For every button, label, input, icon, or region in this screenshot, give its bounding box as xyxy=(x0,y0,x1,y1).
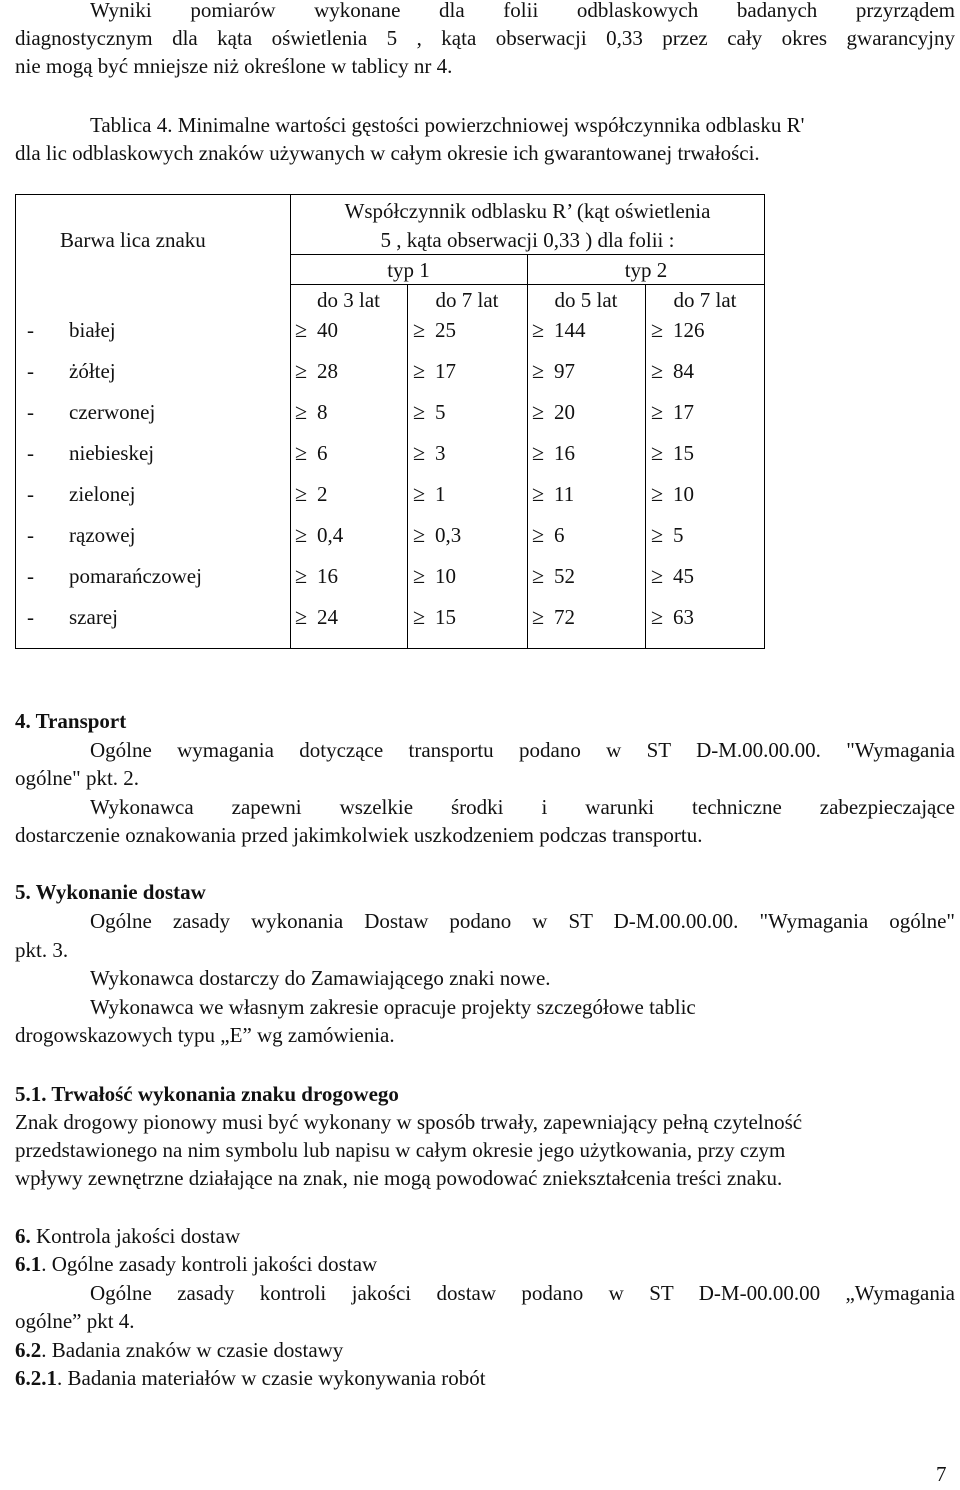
row-label-text: białej xyxy=(69,318,116,342)
cell-value: 20 xyxy=(554,400,575,424)
cell-value: 6 xyxy=(554,523,565,547)
cell-value: 17 xyxy=(435,359,456,383)
ge-symbol: ≥ xyxy=(413,604,426,629)
table-cell xyxy=(651,522,684,548)
ge-symbol: ≥ xyxy=(651,481,664,506)
cell-value: 1 xyxy=(435,482,446,506)
ge-symbol: ≥ xyxy=(295,563,308,588)
table-border-left xyxy=(15,194,16,649)
table-cell xyxy=(651,317,705,343)
section-6-2-heading xyxy=(15,1336,343,1364)
row-label-text: rązowej xyxy=(69,523,136,547)
cell-value: 17 xyxy=(673,400,694,424)
ge-symbol: ≥ xyxy=(413,317,426,342)
section-6-2-title: . Badania znaków w czasie dostawy xyxy=(41,1338,344,1362)
table-cell xyxy=(413,481,446,507)
section-5-p3-line-2: drogowskazowych typu „E” wg zamówienia. xyxy=(15,1023,395,1047)
row-label xyxy=(27,399,155,425)
table-cell xyxy=(651,440,694,466)
cell-value: 16 xyxy=(554,441,575,465)
cell-value: 97 xyxy=(554,359,575,383)
row-label xyxy=(27,440,154,466)
cell-value: 15 xyxy=(673,441,694,465)
cell-value: 5 xyxy=(673,523,684,547)
section-5-p3-line-1: Wykonawca we własnym zakresie opracuje projekty szczegółowe tablic xyxy=(90,995,696,1019)
ge-symbol: ≥ xyxy=(413,481,426,506)
row-dash: - xyxy=(27,564,34,588)
cell-value: 126 xyxy=(673,318,705,342)
row-label-text: żółtej xyxy=(69,359,116,383)
table-cell xyxy=(413,440,446,466)
ge-symbol: ≥ xyxy=(413,399,426,424)
table-cell xyxy=(413,399,446,425)
header-period-1: do 3 lat xyxy=(317,288,380,312)
table-cell xyxy=(295,604,338,630)
table-cell xyxy=(532,399,575,425)
table-cell xyxy=(295,522,343,548)
cell-value: 16 xyxy=(317,564,338,588)
header-period-4: do 7 lat xyxy=(673,288,737,312)
cell-value: 144 xyxy=(554,318,586,342)
table-cell xyxy=(295,481,328,507)
table-caption-line-1: Tablica 4. Minimalne wartości gęstości powierzchniowej współczynnika odblasku R' xyxy=(90,113,805,137)
table-cell xyxy=(532,604,575,630)
header-color: Barwa lica znaku xyxy=(60,228,206,252)
cell-value: 5 xyxy=(435,400,446,424)
ge-symbol: ≥ xyxy=(295,481,308,506)
section-5-1-line-2: przedstawionego na nim symbolu lub napisu w całym okresie jego użytkowania, przy czym xyxy=(15,1138,786,1162)
ge-symbol: ≥ xyxy=(532,481,545,506)
ge-symbol: ≥ xyxy=(295,317,308,342)
page-number: 7 xyxy=(936,1462,947,1486)
ge-symbol: ≥ xyxy=(295,399,308,424)
table-cell xyxy=(651,399,694,425)
cell-value: 10 xyxy=(435,564,456,588)
row-label-text: zielonej xyxy=(69,482,136,506)
table-border-col3 xyxy=(527,254,528,649)
table-cell xyxy=(532,358,575,384)
ge-symbol: ≥ xyxy=(413,440,426,465)
ge-symbol: ≥ xyxy=(295,358,308,383)
cell-value: 3 xyxy=(435,441,446,465)
ge-symbol: ≥ xyxy=(532,522,545,547)
table-cell xyxy=(651,481,694,507)
table-border-bottom xyxy=(15,648,765,649)
ge-symbol: ≥ xyxy=(651,358,664,383)
section-4-p1-line-2: ogólne" pkt. 2. xyxy=(15,766,140,790)
section-6-number: 6. xyxy=(15,1224,31,1248)
table-cell xyxy=(532,481,574,507)
header-period-2: do 7 lat xyxy=(435,288,499,312)
row-dash: - xyxy=(27,400,34,424)
header-type-2: typ 2 xyxy=(624,258,668,282)
section-6-2-1-number: 6.2.1 xyxy=(15,1366,57,1390)
ge-symbol: ≥ xyxy=(295,522,308,547)
section-5-1-heading: 5.1. Trwałość wykonania znaku drogowego xyxy=(15,1082,399,1106)
ge-symbol: ≥ xyxy=(532,317,545,342)
cell-value: 40 xyxy=(317,318,338,342)
header-type-1: typ 1 xyxy=(387,258,430,282)
table-cell xyxy=(532,563,575,589)
section-4-heading: 4. Transport xyxy=(15,709,127,733)
ge-symbol: ≥ xyxy=(295,604,308,629)
section-6-2-number: 6.2 xyxy=(15,1338,42,1362)
cell-value: 63 xyxy=(673,605,694,629)
intro-line-1 xyxy=(90,0,955,24)
cell-value: 0,4 xyxy=(317,523,344,547)
section-6-1-p-line-1-text: Ogólne zasady kontroli jakości dostaw podano w ST D-M-00.00.00 „Wymagania xyxy=(90,1281,955,1305)
section-6-heading xyxy=(15,1222,240,1250)
table-cell xyxy=(413,604,456,630)
cell-value: 2 xyxy=(317,482,328,506)
row-label xyxy=(27,522,135,548)
row-label xyxy=(27,481,135,507)
section-4-p2-line-2: dostarczenie oznakowania przed jakimkolwiek uszkodzeniem podczas transportu. xyxy=(15,823,703,847)
row-label-text: niebieskej xyxy=(69,441,155,465)
reflectance-table xyxy=(15,194,765,649)
table-cell xyxy=(413,563,456,589)
section-6-1-title: . Ogólne zasady kontroli jakości dostaw xyxy=(41,1252,378,1276)
header-period-3: do 5 lat xyxy=(554,288,618,312)
intro-line-1-text: Wyniki pomiarów wykonane dla folii odblaskowych badanych przyrządem xyxy=(90,0,955,22)
header-coefficient-line-2: 5 , kąta obserwacji 0,33 ) dla folii : xyxy=(380,228,675,252)
cell-value: 11 xyxy=(554,482,575,506)
table-cell xyxy=(295,399,328,425)
ge-symbol: ≥ xyxy=(295,440,308,465)
section-6-2-1-title: . Badania materiałów w czasie wykonywania robót xyxy=(57,1366,486,1390)
section-4-p1-line-1-text: Ogólne wymagania dotyczące transportu podano w ST D-M.00.00.00. "Wymagania xyxy=(90,738,955,762)
cell-value: 10 xyxy=(673,482,694,506)
ge-symbol: ≥ xyxy=(532,604,545,629)
table-border-col4 xyxy=(645,284,646,649)
table-border-row-type xyxy=(290,254,765,255)
table-border-top xyxy=(15,194,765,195)
row-dash: - xyxy=(27,523,34,547)
ge-symbol: ≥ xyxy=(651,563,664,588)
section-4-p1-line-1 xyxy=(90,736,955,764)
intro-line-2 xyxy=(15,24,955,52)
ge-symbol: ≥ xyxy=(651,399,664,424)
row-dash: - xyxy=(27,359,34,383)
ge-symbol: ≥ xyxy=(532,563,545,588)
cell-value: 84 xyxy=(673,359,694,383)
row-label xyxy=(27,358,116,384)
ge-symbol: ≥ xyxy=(532,440,545,465)
cell-value: 8 xyxy=(317,400,328,424)
section-6-1-number: 6.1 xyxy=(15,1252,42,1276)
cell-value: 28 xyxy=(317,359,338,383)
section-5-p1-line-2: pkt. 3. xyxy=(15,938,69,962)
cell-value: 24 xyxy=(317,605,338,629)
row-dash: - xyxy=(27,605,34,629)
section-5-p2: Wykonawca dostarczy do Zamawiającego znaki nowe. xyxy=(90,966,551,990)
cell-value: 45 xyxy=(673,564,694,588)
row-dash: - xyxy=(27,482,34,506)
ge-symbol: ≥ xyxy=(413,358,426,383)
section-6-1-heading xyxy=(15,1250,377,1278)
cell-value: 15 xyxy=(435,605,456,629)
table-caption-line-2: dla lic odblaskowych znaków używanych w całym okresie ich gwarantowanej trwałości. xyxy=(15,141,760,165)
row-label xyxy=(27,563,202,589)
row-label-text: czerwonej xyxy=(69,400,156,424)
table-cell xyxy=(295,358,338,384)
section-4-p2-line-1-text: Wykonawca zapewni wszelkie środki i warunki techniczne zabezpieczające xyxy=(90,795,955,819)
row-label xyxy=(27,604,118,630)
row-label-text: pomarańczowej xyxy=(69,564,202,588)
row-label-text: szarej xyxy=(69,605,118,629)
ge-symbol: ≥ xyxy=(532,358,545,383)
section-6-1-p-line-2: ogólne” pkt 4. xyxy=(15,1309,135,1333)
row-dash: - xyxy=(27,318,34,342)
section-5-1-line-3: wpływy zewnętrzne działające na znak, nie mogą powodować zniekształcenia treści znaku. xyxy=(15,1166,783,1190)
table-cell xyxy=(413,522,461,548)
cell-value: 6 xyxy=(317,441,328,465)
table-cell xyxy=(295,563,338,589)
cell-value: 25 xyxy=(435,318,456,342)
ge-symbol: ≥ xyxy=(651,317,664,342)
table-cell xyxy=(413,358,456,384)
section-6-2-1-heading xyxy=(15,1364,486,1392)
row-dash: - xyxy=(27,441,34,465)
table-cell xyxy=(532,522,565,548)
ge-symbol: ≥ xyxy=(651,522,664,547)
ge-symbol: ≥ xyxy=(651,440,664,465)
section-5-heading: 5. Wykonanie dostaw xyxy=(15,880,206,904)
section-5-p1-line-1-text: Ogólne zasady wykonania Dostaw podano w ST D-M.00.00.00. "Wymagania ogólne" xyxy=(90,909,955,933)
intro-line-3: nie mogą być mniejsze niż określone w tablicy nr 4. xyxy=(15,54,453,78)
table-cell xyxy=(651,563,694,589)
ge-symbol: ≥ xyxy=(651,604,664,629)
section-5-1-line-1: Znak drogowy pionowy musi być wykonany w sposób trwały, zapewniający pełną czytelność xyxy=(15,1110,803,1134)
header-coefficient-line-1: Współczynnik odblasku R’ (kąt oświetlenia xyxy=(344,199,711,223)
table-cell xyxy=(413,317,456,343)
ge-symbol: ≥ xyxy=(413,563,426,588)
section-6-1-p-line-1 xyxy=(90,1279,955,1307)
table-cell xyxy=(295,440,328,466)
cell-value: 0,3 xyxy=(435,523,462,547)
row-label xyxy=(27,317,116,343)
table-cell xyxy=(532,317,586,343)
table-border-row-period xyxy=(290,284,765,285)
table-border-col2 xyxy=(407,284,408,649)
intro-line-2-text: diagnostycznym dla kąta oświetlenia 5 , kąta obserwacji 0,33 przez cały okres gwarancyjny xyxy=(15,26,955,50)
section-4-p2-line-1 xyxy=(90,793,955,821)
cell-value: 52 xyxy=(554,564,575,588)
ge-symbol: ≥ xyxy=(532,399,545,424)
table-cell xyxy=(532,440,575,466)
ge-symbol: ≥ xyxy=(413,522,426,547)
cell-value: 72 xyxy=(554,605,575,629)
table-cell xyxy=(651,358,694,384)
section-6-title: Kontrola jakości dostaw xyxy=(30,1224,241,1248)
table-cell xyxy=(651,604,694,630)
table-cell xyxy=(295,317,338,343)
section-5-p1-line-1 xyxy=(90,907,955,935)
